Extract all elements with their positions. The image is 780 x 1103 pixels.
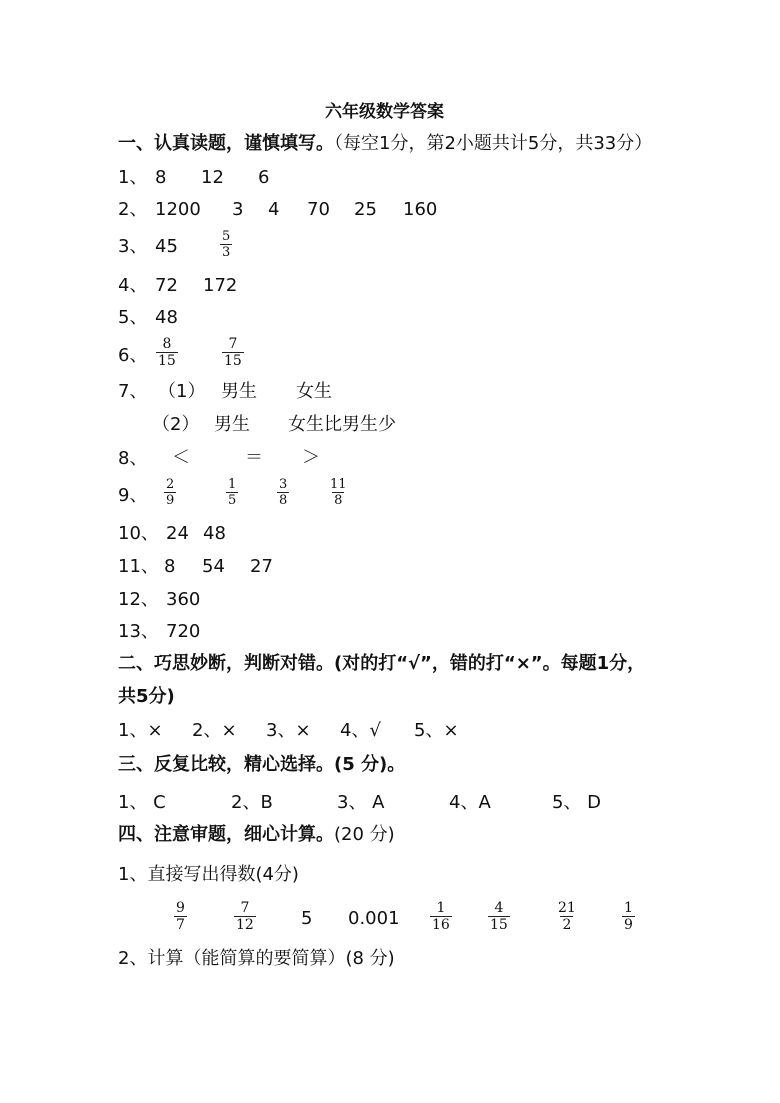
- choice-answer: 1、 C: [118, 792, 166, 813]
- q8-number: 8、: [118, 448, 148, 469]
- judgment-answer: 4、√: [340, 720, 381, 741]
- calc-result-fraction: 1 16: [432, 900, 450, 933]
- q12-number: 12、: [118, 589, 159, 610]
- q6-fraction: 7 15: [224, 336, 242, 369]
- q2-answer: 70: [307, 199, 330, 220]
- q9-fraction: 11 8: [330, 477, 347, 508]
- q13-number: 13、: [118, 621, 159, 642]
- q4-answer: 172: [203, 275, 238, 296]
- q10-answer: 24: [166, 523, 189, 544]
- q3-number: 3、: [118, 236, 148, 257]
- q2-answer: 4: [268, 199, 280, 220]
- calc-q1-label: 1、直接写出得数(4分): [118, 864, 299, 885]
- q2-answer: 160: [403, 199, 438, 220]
- q7-sub-label: （2）: [152, 414, 200, 435]
- q12-answer: 360: [166, 589, 201, 610]
- q8-answer: ＞: [302, 447, 320, 468]
- q11-answer: 54: [202, 556, 225, 577]
- calc-q2-label: 2、计算（能简算的要简算）(8 分): [118, 948, 395, 969]
- q9-fraction: 1 5: [228, 477, 237, 508]
- q11-answer: 8: [164, 556, 176, 577]
- q6-fraction: 8 15: [158, 336, 176, 369]
- judgment-answer: 3、×: [266, 720, 311, 741]
- q3-answer: 45: [155, 236, 178, 257]
- judgment-answer: 1、×: [118, 720, 163, 741]
- q11-answer: 27: [250, 556, 273, 577]
- q1-answer: 8: [155, 167, 167, 188]
- q5-answer: 48: [155, 307, 178, 328]
- q7-answer: 女生: [296, 381, 332, 402]
- q10-number: 10、: [118, 523, 159, 544]
- q1-answer: 6: [258, 167, 270, 188]
- q7-answer: 男生: [214, 414, 250, 435]
- section-2-heading: 二、巧思妙断，判断对错。(对的打“√”，错的打“×”。每题1分，: [118, 653, 646, 674]
- choice-answer: 5、 D: [552, 792, 602, 813]
- q7-answer: 女生比男生少: [288, 414, 396, 435]
- section-2-heading-cont: 共5分): [118, 686, 175, 707]
- calc-result-fraction: 21 2: [558, 900, 576, 933]
- section-3-heading: 三、反复比较，精心选择。(5 分)。: [118, 754, 406, 775]
- q8-answer: ＜: [172, 447, 190, 468]
- q9-number: 9、: [118, 485, 148, 506]
- q7-answer: 男生: [221, 381, 257, 402]
- section-4-heading: 四、注意审题，细心计算。(20 分): [118, 824, 395, 845]
- page-title: 六年级数学答案: [325, 102, 444, 122]
- q2-answer: 3: [232, 199, 244, 220]
- q13-answer: 720: [166, 621, 201, 642]
- q11-number: 11、: [118, 556, 159, 577]
- judgment-answer: 5、×: [414, 720, 459, 741]
- calc-result-fraction: 9 7: [176, 900, 185, 933]
- q4-answer: 72: [155, 275, 178, 296]
- judgment-answer: 2、×: [192, 720, 237, 741]
- calc-result: 5: [301, 908, 313, 929]
- section-1-heading: 一、认真读题，谨慎填写。（每空1分，第2小题共计5分，共33分）: [118, 133, 653, 154]
- q3-fraction: 5 3: [222, 229, 231, 260]
- choice-answer: 2、B: [231, 792, 273, 813]
- q2-number: 2、: [118, 199, 148, 220]
- q7-number: 7、: [118, 381, 148, 402]
- q2-answer: 25: [354, 199, 377, 220]
- q2-answer: 1200: [155, 199, 201, 220]
- calc-result-fraction: 7 12: [236, 900, 254, 933]
- q8-answer: ＝: [245, 447, 263, 468]
- q6-number: 6、: [118, 345, 148, 366]
- calc-result-fraction: 1 9: [624, 900, 633, 933]
- choice-answer: 4、A: [449, 792, 491, 813]
- q1-answer: 12: [201, 167, 224, 188]
- q9-fraction: 2 9: [166, 477, 175, 508]
- q7-sub-label: （1）: [158, 381, 206, 402]
- calc-result: 0.001: [348, 908, 400, 929]
- q1-number: 1、: [118, 167, 148, 188]
- q10-answer: 48: [203, 523, 226, 544]
- q5-number: 5、: [118, 307, 148, 328]
- choice-answer: 3、 A: [337, 792, 385, 813]
- q4-number: 4、: [118, 275, 148, 296]
- calc-result-fraction: 4 15: [490, 900, 508, 933]
- q9-fraction: 3 8: [279, 477, 288, 508]
